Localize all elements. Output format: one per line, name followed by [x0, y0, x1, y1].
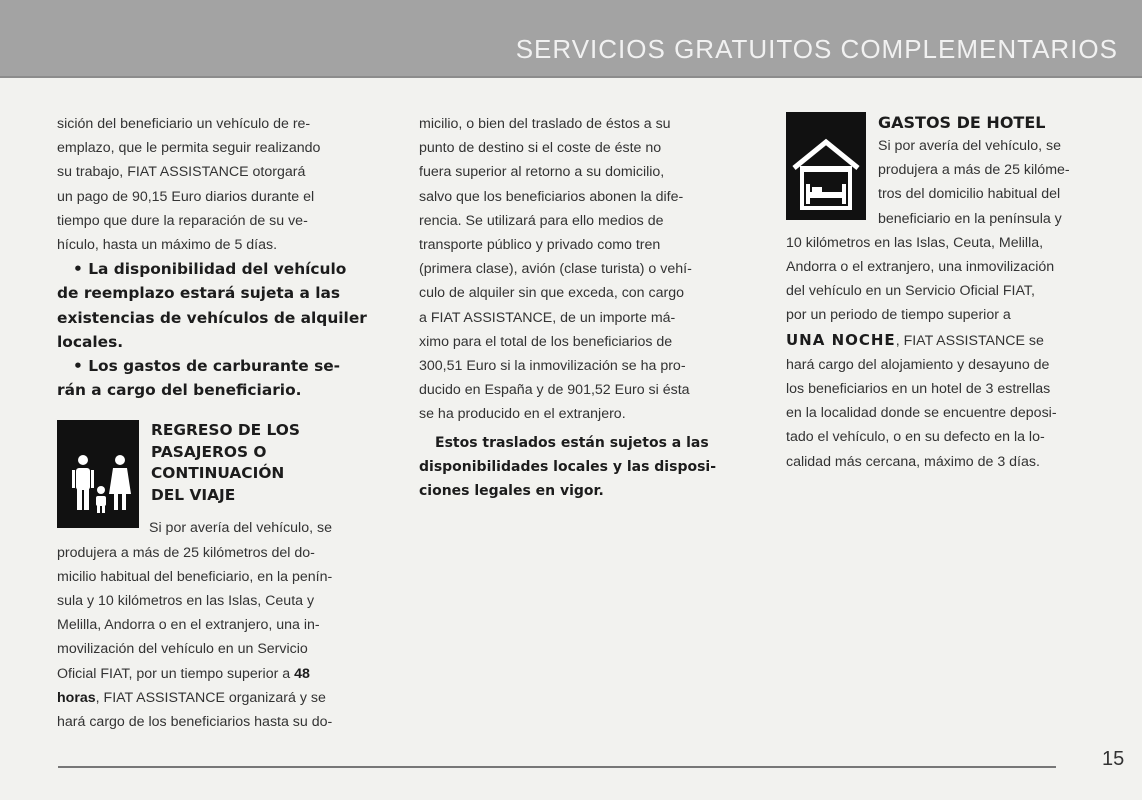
bold-line: Estos traslados están sujetos a las	[435, 434, 709, 451]
bullet-fuel-costs	[57, 354, 390, 402]
text-line: tiempo que dure la reparación de su ve-	[57, 212, 308, 229]
text-line: (primera clase), avión (clase turista) o vehí-	[419, 261, 692, 278]
text-line: los beneficiarios en un hotel de 3 estrellas	[786, 381, 1051, 398]
bold-line: ciones legales en vigor.	[419, 482, 604, 499]
bold-line: rán a cargo del beneficiario.	[57, 381, 302, 400]
text-line: 10 kilómetros en las Islas, Ceuta, Melilla,	[786, 234, 1044, 251]
text-line: en la localidad donde se encuentre deposi-	[786, 405, 1057, 422]
section-hotel	[786, 112, 1121, 474]
text-line: Andorra o el extranjero, una inmovilización	[786, 259, 1055, 276]
text-line: emplazo, que le permita seguir realizando	[57, 140, 321, 157]
page-number: 15	[1102, 748, 1125, 770]
text-fragment: , FIAT ASSISTANCE se	[895, 332, 1044, 349]
text-line: salvo que los beneficiarios abonen la dife-	[419, 188, 684, 205]
text-line: Si por avería del vehículo, se	[878, 138, 1061, 154]
text-line: rencia. Se utilizará para ello medios de	[419, 212, 664, 229]
text-line: produjera a más de 25 kilómetros del do-	[57, 544, 315, 561]
text-line: produjera a más de 25 kilóme-	[878, 162, 1070, 179]
title-line: CONTINUACIÓN	[151, 464, 285, 483]
text-line: sición del beneficiario un vehículo de re-	[57, 116, 311, 132]
text-line: micilio, o bien del traslado de éstos a su	[419, 116, 671, 132]
bold-line: de reemplazo estará sujeta a las	[57, 284, 341, 303]
bold-line: • Los gastos de carburante se-	[73, 357, 341, 376]
text-line: ducido en España y de 901,52 Euro si ésta	[419, 382, 690, 399]
text-line: hículo, hasta un máximo de 5 días.	[57, 237, 278, 254]
text-line: sula y 10 kilómetros en las Islas, Ceuta y	[57, 593, 315, 610]
bold-line: • La disponibilidad del vehículo	[73, 260, 347, 279]
text-line	[57, 686, 390, 710]
section-title: GASTOS DE HOTEL	[878, 113, 1046, 132]
text-line	[786, 328, 1121, 353]
text-line: movilización del vehículo en un Servicio	[57, 641, 308, 658]
text-line: calidad más cercana, máximo de 3 días.	[786, 453, 1040, 470]
text-line: punto de destino si el coste de éste no	[419, 140, 662, 157]
hotel-bed-icon	[786, 112, 866, 220]
bold-one-night: UNA NOCHE	[786, 330, 896, 349]
text-line: Si por avería del vehículo, se	[149, 520, 332, 537]
text-line: se ha producido en el extranjero.	[419, 406, 626, 423]
header-title: SERVICIOS GRATUITOS COMPLEMENTARIOS	[515, 34, 1118, 64]
text-line: micilio habitual del beneficiario, en la penín-	[57, 568, 333, 585]
text-line: ximo para el total de los beneficiarios de	[419, 333, 673, 350]
text-line: beneficiario en la península y	[878, 210, 1062, 227]
text-line: tros del domicilio habitual del	[878, 186, 1061, 203]
text-line: su trabajo, FIAT ASSISTANCE otorgará	[57, 164, 306, 181]
text-line: por un periodo de tiempo superior a	[786, 307, 1011, 324]
text-line: hará cargo de los beneficiarios hasta su do-	[57, 714, 333, 731]
bold-notice	[419, 431, 755, 503]
text-line: hará cargo del alojamiento y desayuno de	[786, 356, 1050, 373]
text-line: Melilla, Andorra o en el extranjero, una in-	[57, 617, 320, 634]
section-regreso	[57, 420, 390, 734]
bold-line: locales.	[57, 332, 124, 351]
text-fragment: , FIAT ASSISTANCE organizará y se	[95, 689, 326, 706]
bold-line: disponibilidades locales y las disposi-	[419, 458, 717, 475]
hotel-header	[878, 112, 1121, 231]
title-line: PASAJEROS O	[151, 442, 267, 461]
section-title	[151, 420, 390, 506]
text-line: del vehículo en un Servicio Oficial FIAT,	[786, 283, 1035, 300]
text-fragment: Oficial FIAT, por un tiempo superior a	[57, 665, 291, 682]
bold-hours-word: horas	[57, 689, 96, 706]
footer-divider	[58, 766, 1056, 768]
bullet-vehicle-availability	[57, 257, 390, 354]
title-line: DEL VIAJE	[151, 485, 236, 504]
text-line: transporte público y privado como tren	[419, 237, 661, 254]
column-2	[419, 112, 755, 503]
title-line: REGRESO DE LOS	[151, 421, 300, 440]
text-line: a FIAT ASSISTANCE, de un importe má-	[419, 309, 676, 326]
bold-line: existencias de vehículos de alquiler	[57, 308, 367, 327]
bold-hours: 48	[294, 665, 310, 682]
text-line: un pago de 90,15 Euro diarios durante el	[57, 188, 315, 205]
text-line: 300,51 Euro si la inmovilización se ha pro-	[419, 358, 686, 375]
text-line: fuera superior al retorno a su domicilio,	[419, 164, 665, 181]
column-1	[57, 112, 390, 734]
text-line: culo de alquiler sin que exceda, con cargo	[419, 285, 685, 302]
page-header	[0, 0, 1142, 78]
column-3	[786, 112, 1121, 474]
text-line: tado el vehículo, o en su defecto en la lo-	[786, 429, 1045, 446]
text-line	[57, 662, 390, 686]
family-icon	[57, 420, 139, 528]
